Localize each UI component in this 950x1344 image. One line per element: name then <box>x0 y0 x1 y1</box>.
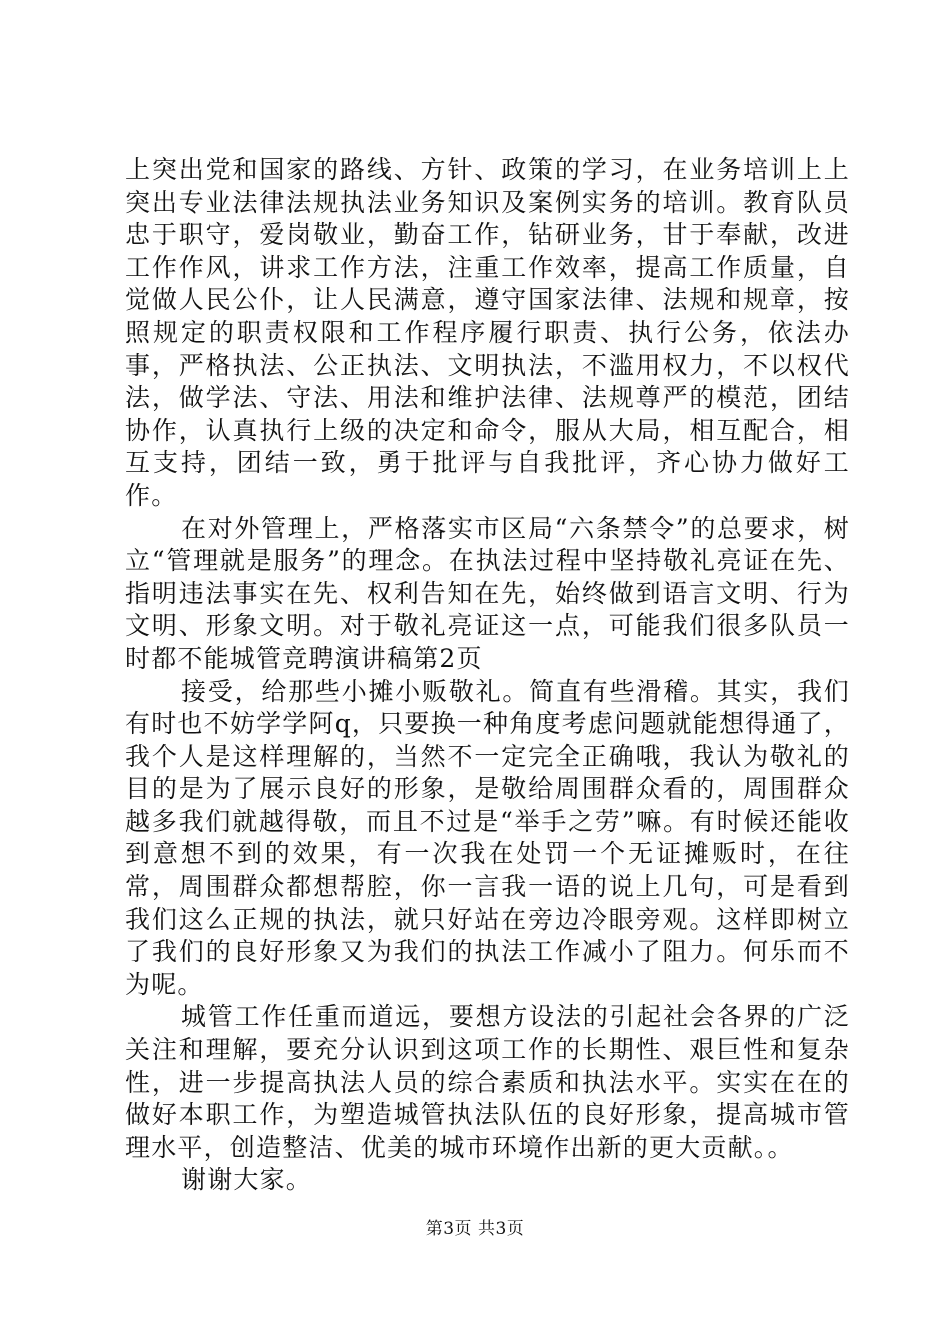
paragraph-external-management: 在对外管理上，严格落实市区局“六条禁令”的总要求，树立“管理就是服务”的理念。在执法过程中坚持敬礼亮证在先、指明违法事实在先、权利告知在先，始终做到语言文明、行为文明、形象文明。对于敬礼亮证这一点，可能我们很多队员一时都不能城管竞聘演讲稿第2页 <box>125 513 850 673</box>
document-body <box>125 154 850 1197</box>
paragraph-salute-explanation: 接受，给那些小摊小贩敬礼。简直有些滑稽。其实，我们有时也不妨学学阿q，只要换一种角度考虑问题就能想得通了，我个人是这样理解的，当然不一定完全正确哦，我认为敬礼的目的是为了展示良好的形象，是敬给周围群众看的，周围群众越多我们就越得敬，而且不过是“举手之劳”嘛。有时候还能收到意想不到的效果，有一次我在处罚一个无证摊贩时，在往常，周围群众都想帮腔，你一言我一语的说上几句，可是看到我们这么正规的执法，就只好站在旁边冷眼旁观。这样即树立了我们的良好形象又为我们的执法工作减小了阻力。何乐而不为呢。 <box>125 676 850 999</box>
paragraph-thanks: 谢谢大家。 <box>181 1165 313 1195</box>
paragraph-continuation: 上突出党和国家的路线、方针、政策的学习，在业务培训上上突出专业法律法规执法业务知识及案例实务的培训。教育队员忠于职守，爱岗敬业，勤奋工作，钻研业务，甘于奉献，改进工作作风，讲求工作方法，注重工作效率，提高工作质量，自觉做人民公仆，让人民满意，遵守国家法律、法规和规章，按照规定的职责权限和工作程序履行职责、执行公务，依法办事，严格执法、公正执法、文明执法，不滥用权力，不以权代法，做学法、守法、用法和维护法律、法规尊严的模范，团结协作，认真执行上级的决定和命令，服从大局，相互配合，相互支持，团结一致，勇于批评与自我批评，齐心协力做好工作。 <box>125 155 850 510</box>
paragraph-conclusion: 城管工作任重而道远，要想方设法的引起社会各界的广泛关注和理解，要充分认识到这项工作的长期性、艰巨性和复杂性，进一步提高执法人员的综合素质和执法水平。实实在在的做好本职工作，为塑造城管执法队伍的良好形象，提高城市管理水平，创造整洁、优美的城市环境作出新的更大贡献。。 <box>125 1002 850 1162</box>
page-number-footer: 第3页 共3页 <box>425 1219 525 1239</box>
